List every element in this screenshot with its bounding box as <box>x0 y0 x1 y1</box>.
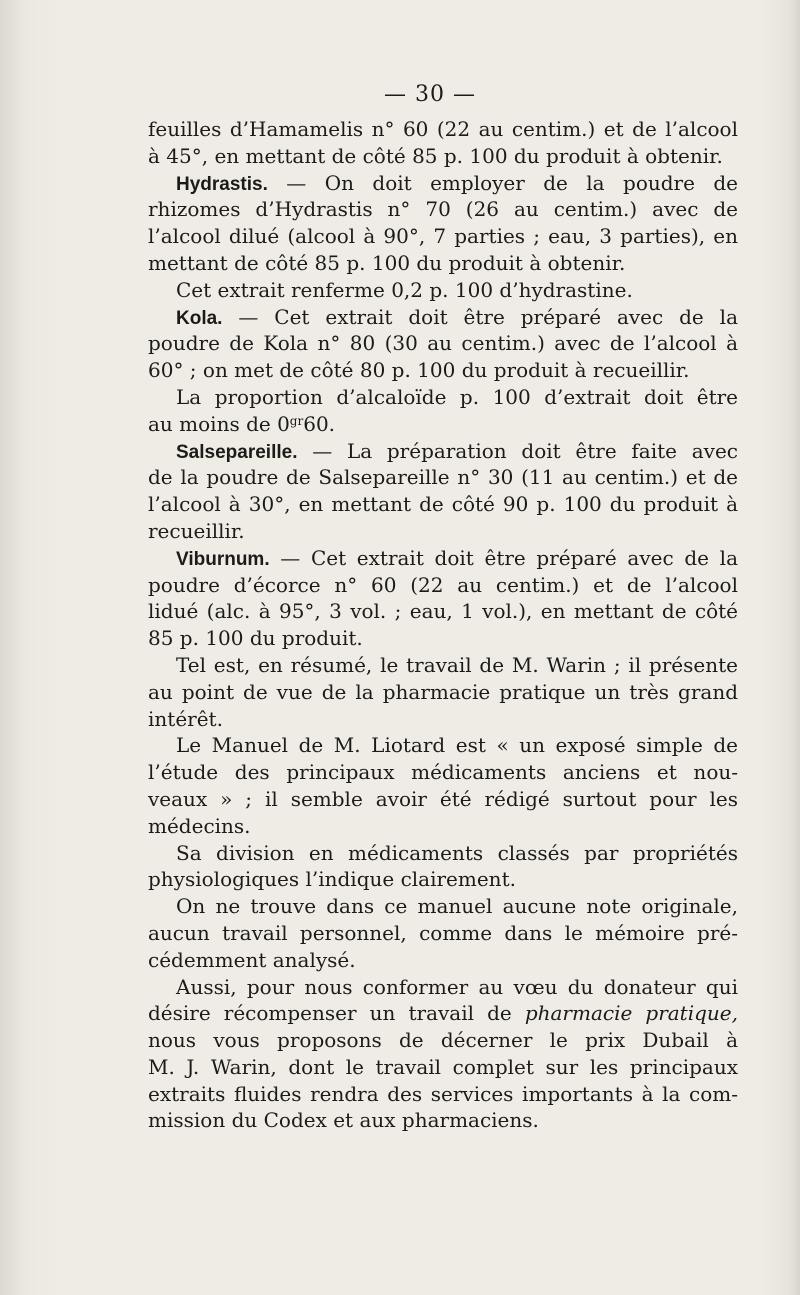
line-text: mettant de côté 85 p. 100 du produit à obtenir. <box>148 250 626 275</box>
text-line <box>148 947 738 974</box>
text-line <box>148 304 738 331</box>
line-text: mission du Codex et aux pharmaciens. <box>148 1108 539 1133</box>
line-text: extraits fluides rendra des services importants à la com- <box>148 1081 738 1106</box>
line-text: cédemment analysé. <box>148 947 356 972</box>
text-line <box>148 357 738 384</box>
line-text: Tel est, en résumé, le travail de M. Warin ; il présente <box>176 652 738 677</box>
line-text: l’alcool dilué (alcool à 90°, 7 parties ; eau, 3 parties), en <box>148 224 738 249</box>
text-line <box>148 277 738 304</box>
line-text: désire récompenser un travail de <box>148 1001 525 1026</box>
line-text: rhizomes d’Hydrastis n° 70 (26 au centim.) avec de <box>148 197 738 222</box>
section-heading: Hydrastis. <box>176 173 268 195</box>
line-text: feuilles d’Hamamelis n° 60 (22 au centim.) et de l’alcool <box>148 117 738 141</box>
line-text: — On doit employer de la poudre de <box>267 170 738 195</box>
italic-text: pharmacie pratique, <box>524 1001 738 1026</box>
section-heading: Kola. <box>176 307 223 329</box>
text-line <box>148 866 738 893</box>
text-line <box>148 732 738 759</box>
line-text: — Cet extrait doit être préparé avec de la <box>222 304 738 329</box>
line-text: 60° ; on met de côté 80 p. 100 du produit à recueillir. <box>148 358 690 383</box>
line-text: 85 p. 100 du produit. <box>148 626 363 651</box>
line-text: lidué (alc. à 95°, 3 vol. ; eau, 1 vol.), en mettant de côté <box>148 599 738 624</box>
text-line <box>148 759 738 786</box>
text-line <box>148 518 738 545</box>
line-text: Aussi, pour nous conformer au vœu du donateur qui <box>176 974 738 999</box>
text-line <box>148 464 738 491</box>
line-text: de la poudre de Salsepareille n° 30 (11 au centim.) et de <box>148 465 738 490</box>
line-text: — Cet extrait doit être préparé avec de la <box>269 545 738 570</box>
text-line <box>148 679 738 706</box>
text-line <box>148 491 738 518</box>
text-line <box>148 330 738 357</box>
line-text: poudre d’écorce n° 60 (22 au centim.) et de l’alcool <box>148 572 738 597</box>
text-line <box>148 1081 738 1108</box>
line-text: — La préparation doit être faite avec <box>297 438 738 463</box>
line-text: Cet extrait renferme 0,2 p. 100 d’hydrastine. <box>176 277 633 302</box>
text-line <box>148 598 738 625</box>
line-text: veaux » ; il semble avoir été rédigé surtout pour les <box>148 786 738 811</box>
section-heading: Viburnum. <box>176 548 270 570</box>
text-line <box>148 384 738 411</box>
line-text: M. J. Warin, dont le travail complet sur les principaux <box>148 1054 738 1079</box>
line-text: Sa division en médicaments classés par propriétés <box>176 840 738 865</box>
line-text: La proportion d’alcaloïde p. 100 d’extrait doit être <box>176 384 738 409</box>
text-line <box>148 196 738 223</box>
text-line <box>148 411 738 438</box>
text-block <box>148 116 738 1134</box>
text-line <box>148 170 738 197</box>
text-line <box>148 1107 738 1134</box>
line-text: médecins. <box>148 813 251 838</box>
text-line <box>148 840 738 867</box>
line-text: nous vous proposons de décerner le prix Dubail à <box>148 1028 738 1053</box>
unit-superscript: gr <box>289 413 304 428</box>
text-line <box>148 625 738 652</box>
text-line <box>148 545 738 572</box>
text-line <box>148 1027 738 1054</box>
text-line <box>148 116 738 143</box>
text-line <box>148 652 738 679</box>
line-text: l’alcool à 30°, en mettant de côté 90 p. 100 du produit à <box>148 492 738 517</box>
text-line <box>148 438 738 465</box>
line-text-after: 60. <box>303 411 336 436</box>
line-text: l’étude des principaux médicaments anciens et nou- <box>148 760 738 785</box>
text-line <box>148 572 738 599</box>
line-text: recueillir. <box>148 518 245 543</box>
text-line <box>148 1000 738 1027</box>
line-text: intérêt. <box>148 706 223 731</box>
section-heading: Salsepareille. <box>176 441 298 463</box>
text-line <box>148 974 738 1001</box>
line-text: poudre de Kola n° 80 (30 au centim.) avec de l’alcool à <box>148 331 738 356</box>
line-text: au moins de 0 <box>148 411 290 436</box>
text-line <box>148 1054 738 1081</box>
text-line <box>148 786 738 813</box>
line-text: à 45°, en mettant de côté 85 p. 100 du produit à obtenir. <box>148 143 723 168</box>
line-text: au point de vue de la pharmacie pratique un très grand <box>148 679 738 704</box>
line-text: Le Manuel de M. Liotard est « un exposé simple de <box>176 733 738 758</box>
page-number: — 30 — <box>384 82 476 107</box>
line-text: aucun travail personnel, comme dans le mémoire pré- <box>148 920 738 945</box>
text-line <box>148 223 738 250</box>
text-line <box>148 920 738 947</box>
line-text: physiologiques l’indique clairement. <box>148 867 516 892</box>
text-line <box>148 706 738 733</box>
text-line <box>148 813 738 840</box>
text-line <box>148 143 738 170</box>
text-line <box>148 893 738 920</box>
line-text: On ne trouve dans ce manuel aucune note originale, <box>176 894 738 919</box>
text-line <box>148 250 738 277</box>
